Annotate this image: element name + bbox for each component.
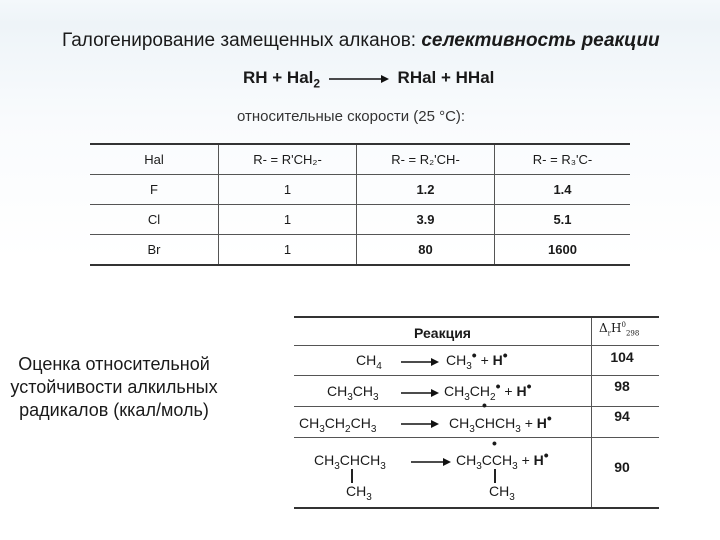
reaction-arrow-icon [329, 74, 389, 84]
radical-dot: • [482, 397, 487, 413]
product-branch-methyl [489, 483, 515, 503]
slide-title [62, 30, 660, 52]
hydrogen-atom: H [516, 383, 527, 399]
rate-table-header [90, 144, 630, 175]
formula-text: CH [489, 483, 510, 499]
delta-symbol: Δ [599, 321, 608, 335]
formula-sub: 3 [469, 423, 475, 435]
rate-cell: Br [90, 235, 219, 266]
bde-value: 94 [614, 408, 630, 424]
rate-cell: Cl [90, 205, 219, 235]
rate-cell: F [90, 175, 219, 205]
formula-text: CH [446, 352, 467, 368]
bde-value: 98 [614, 378, 630, 394]
formula-sub: 3 [380, 460, 386, 472]
plus-sign: + [504, 383, 513, 399]
rate-cell: 1.4 [495, 175, 631, 205]
formula-text: CH [299, 415, 320, 431]
product-isopropyl-radical [449, 410, 552, 435]
formula-sub: 3 [509, 491, 515, 503]
formula-sub: 3 [464, 391, 470, 403]
row-divider [294, 345, 659, 346]
hydrogen-atom: H [533, 452, 544, 468]
reactant-ethane [327, 383, 379, 403]
plus-sign: + [524, 415, 533, 431]
formula-text: CH [324, 415, 346, 431]
formula-sub: 3 [476, 460, 482, 472]
radical-dot: • [471, 347, 477, 363]
formula-text: CH [456, 452, 477, 468]
row-divider [294, 375, 659, 376]
rates-label: относительные скорости (25 °C): [237, 108, 466, 125]
bde-value: 90 [614, 459, 630, 475]
formula-text: CH [444, 383, 465, 399]
branch-bond [494, 469, 496, 483]
hydrogen-atom: H [536, 415, 547, 431]
enthalpy-sup: 0 [621, 321, 626, 329]
formula-text: CHCH [474, 415, 516, 431]
reactant-propane [299, 415, 376, 435]
row-divider [294, 437, 659, 438]
radical-dot: • [492, 435, 497, 451]
rate-header-secondary: R- = R₂'CH- [357, 144, 495, 175]
table-row [90, 205, 630, 235]
plus-sign: + [521, 452, 530, 468]
formula-sub: 3 [334, 460, 340, 472]
formula-text: CH [469, 383, 491, 399]
reactant-branch-methyl [346, 483, 372, 503]
rate-header-primary: R- = R'CH₂- [219, 144, 357, 175]
product-ethyl-radical [444, 378, 532, 403]
reaction-arrow-icon [401, 388, 439, 398]
rate-cell: 5.1 [495, 205, 631, 235]
formula-sub: 3 [512, 460, 518, 472]
formula-text: CH [449, 415, 470, 431]
formula-text: CCH [481, 452, 513, 468]
radical-dot: • [543, 447, 549, 463]
formula-text: CHCH [339, 452, 381, 468]
formula-sub: 2 [490, 391, 496, 403]
formula-text: CH [327, 383, 348, 399]
rate-header-hal: Hal [90, 144, 219, 175]
radical-dot: • [502, 347, 508, 363]
rate-cell: 1 [219, 235, 357, 266]
plus-sign: + [480, 352, 489, 368]
title-main: Галогенирование замещенных алканов: [62, 30, 417, 51]
radical-dot: • [526, 378, 532, 394]
formula-text: CH [356, 352, 377, 368]
formula-text: CH [352, 383, 374, 399]
radical-dot: • [495, 378, 501, 394]
delta-sub: r [607, 329, 612, 338]
enthalpy-symbol: H [611, 321, 622, 335]
radical-center-dot [492, 435, 497, 456]
row-divider [294, 406, 659, 407]
reactant-isobutane [314, 452, 386, 472]
table-row [90, 235, 630, 266]
enthalpy-sub: 298 [625, 329, 640, 338]
title-emphasis: селективность реакции [421, 30, 660, 51]
formula-sub: 3 [370, 423, 377, 435]
reaction-arrow-icon [401, 357, 439, 367]
formula-sub: 3 [366, 491, 372, 503]
table-row [90, 175, 630, 205]
formula-text: CH [346, 483, 367, 499]
formula-sub: 3 [515, 423, 521, 435]
reaction-arrow-icon [411, 457, 451, 467]
branch-bond [351, 469, 353, 483]
rate-header-tertiary: R- = R₃'C- [495, 144, 631, 175]
bde-value: 104 [610, 349, 634, 365]
bde-table [294, 316, 659, 509]
reactant-methane [356, 352, 382, 372]
rate-cell: 1600 [495, 235, 631, 266]
product-methyl-radical [446, 347, 508, 372]
formula-sub: 4 [376, 360, 382, 372]
header-reaction: Реакция [414, 325, 471, 341]
equation-left: RH + Hal [243, 68, 314, 87]
rate-cell: 1 [219, 205, 357, 235]
radical-dot: • [546, 410, 552, 426]
formula-sub: 3 [347, 391, 353, 403]
header-enthalpy [599, 321, 639, 337]
equation-right: RHal + HHal [397, 68, 495, 87]
formula-text: CH [350, 415, 371, 431]
rate-cell: 3.9 [357, 205, 495, 235]
rate-cell: 1.2 [357, 175, 495, 205]
product-tert-butyl-radical [456, 447, 549, 472]
reaction-equation [243, 68, 494, 90]
reaction-arrow-icon [401, 419, 439, 429]
rate-table [90, 143, 630, 266]
formula-sub: 3 [466, 360, 472, 372]
formula-sub: 2 [345, 423, 351, 435]
formula-text: CH [314, 452, 335, 468]
formula-sub: 3 [319, 423, 325, 435]
hydrogen-atom: H [492, 352, 503, 368]
equation-left-sub: 2 [313, 76, 321, 91]
radical-center-dot [482, 397, 487, 418]
rate-cell: 80 [357, 235, 495, 266]
formula-sub: 3 [373, 391, 379, 403]
rate-cell: 1 [219, 175, 357, 205]
estimate-caption: Оценка относительной устойчивости алкильных радикалов (ккал/моль) [10, 354, 218, 420]
